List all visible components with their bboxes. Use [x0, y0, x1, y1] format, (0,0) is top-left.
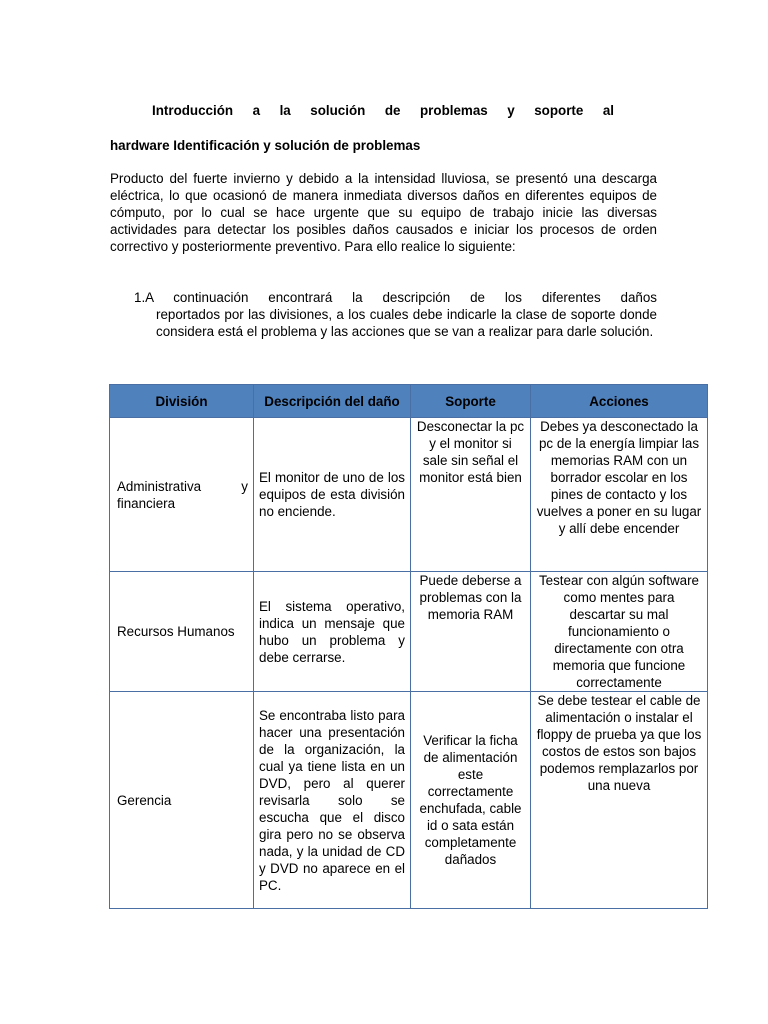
table-header-row — [110, 385, 708, 418]
header-division: División — [110, 385, 254, 418]
header-acciones: Acciones — [531, 385, 708, 418]
table-row — [110, 572, 708, 692]
table-row — [110, 692, 708, 909]
cell-soporte: Desconectar la pc y el monitor si sale sin señal el monitor está bien — [411, 418, 531, 572]
cell-descripcion: El sistema operativo, indica un mensaje que hubo un problema y debe cerrarse. — [254, 572, 411, 692]
cell-soporte: Puede deberse a problemas con la memoria RAM — [411, 572, 531, 692]
cell-division — [110, 418, 254, 572]
cell-soporte: Verificar la ficha de alimentación este correctamente enchufada, cable id o sata están completamente dañados — [411, 692, 531, 909]
item-1-continuation: reportados por las divisiones, a los cuales debe indicarle la clase de soporte donde considera está el problema y las acciones que se van a realizar para darle solución. — [156, 307, 657, 339]
cell-division: Gerencia — [110, 692, 254, 909]
item-1-first-line: 1.A continuación encontrará la descripción de los diferentes daños — [134, 290, 657, 305]
document-title-line2: hardware Identificación y solución de problemas — [110, 138, 421, 153]
table-row — [110, 418, 708, 572]
cell-acciones: Testear con algún software como mentes para descartar su mal funcionamiento o directamente con otra memoria que funcione correctamente — [531, 572, 708, 692]
document-title-line1: Introducción a la solución de problemas y soporte al — [152, 103, 614, 118]
intro-paragraph: Producto del fuerte invierno y debido a la intensidad lluviosa, se presentó una descarga eléctrica, lo que ocasionó de manera inmediata diversos daños en diferentes equipos de cómputo, por lo cual se hace urgente que su equipo de trabajo inicie las diversas actividades para detectar los posibles daños causados e iniciar los procesos de orden correctivo y posteriormente preventivo. Para ello realice lo siguiente: — [110, 171, 657, 254]
numbered-item-1 — [134, 289, 657, 340]
cell-acciones: Se debe testear el cable de alimentación o instalar el floppy de prueba ya que los costos de estos son bajos podemos remplazarlos por una nueva — [531, 692, 708, 909]
header-descripcion: Descripción del daño — [254, 385, 411, 418]
cell-division: Recursos Humanos — [110, 572, 254, 692]
cell-descripcion: Se encontraba listo para hacer una presentación de la organización, la cual ya tiene lista en un DVD, pero al querer revisarla solo se escucha que el disco gira pero no se observa nada, y la unidad de CD y DVD no aparece en el PC. — [254, 692, 411, 909]
cell-acciones: Debes ya desconectado la pc de la energía limpiar las memorias RAM con un borrador escolar en los pines de contacto y los vuelves a poner en su lugar y allí debe encender — [531, 418, 708, 572]
division-text: Administrativa y financiera — [117, 478, 248, 511]
header-soporte: Soporte — [411, 385, 531, 418]
damage-report-table — [109, 384, 708, 909]
cell-descripcion: El monitor de uno de los equipos de esta división no enciende. — [254, 418, 411, 572]
